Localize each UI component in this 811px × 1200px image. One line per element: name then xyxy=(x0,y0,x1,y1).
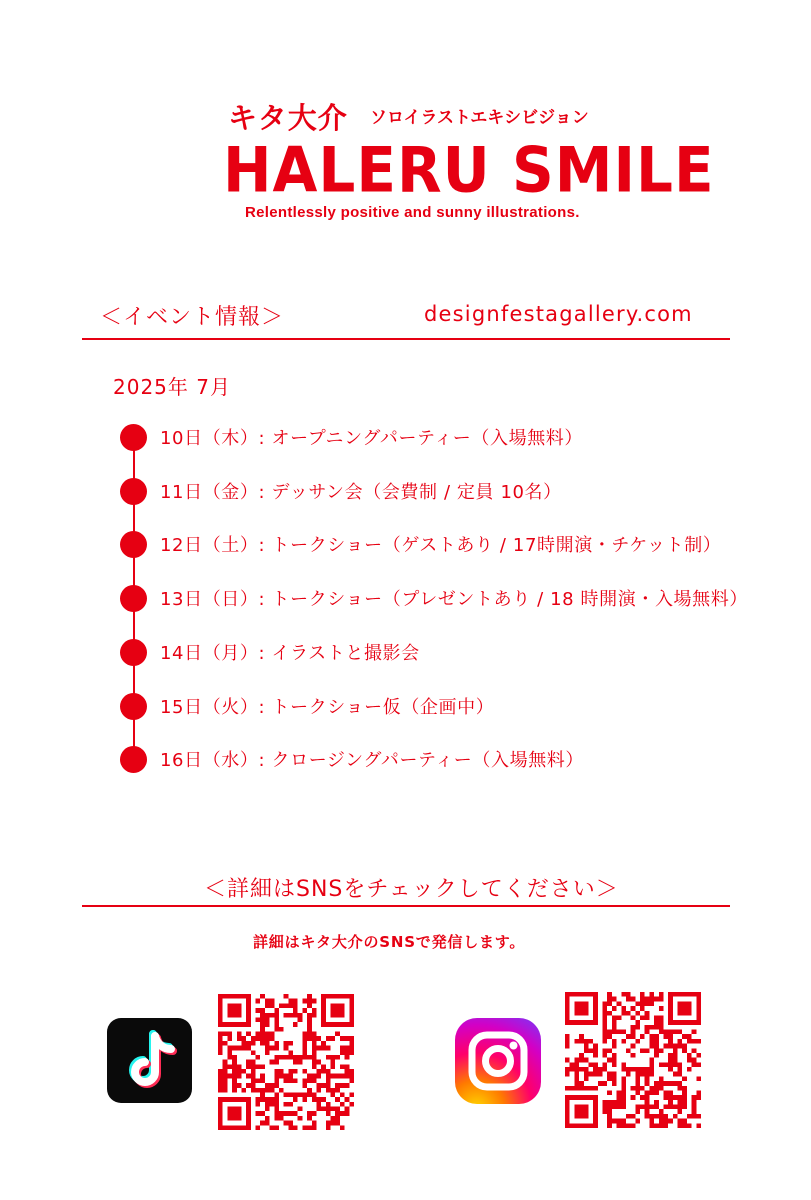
website-link[interactable]: designfestagallery.com xyxy=(424,302,693,326)
exhibition-title: HALERU SMILE xyxy=(223,133,715,207)
event-text: 10日（木）: オープニングパーティー（入場無料） xyxy=(160,428,584,449)
event-month: 2025年 7月 xyxy=(113,375,231,399)
timeline-dot xyxy=(120,478,147,505)
sns-heading: ＜詳細はSNSをチェックしてください＞ xyxy=(204,877,619,902)
event-item xyxy=(120,638,420,666)
timeline-dot xyxy=(120,746,147,773)
event-text: 12日（土）: トークショー（ゲストあり / 17時開演・チケット制） xyxy=(160,535,722,556)
sns-note: 詳細はキタ大介のSNSで発信します。 xyxy=(253,933,526,951)
timeline-dot xyxy=(120,639,147,666)
event-info-heading: ＜イベント情報＞ xyxy=(100,305,285,330)
divider xyxy=(82,905,730,907)
divider xyxy=(82,338,730,340)
event-item xyxy=(120,745,584,773)
event-text: 13日（日）: トークショー（プレゼントあり / 18 時開演・入場無料） xyxy=(160,589,748,610)
event-text: 16日（水）: クロージングパーティー（入場無料） xyxy=(160,750,584,771)
tagline: Relentlessly positive and sunny illustrations. xyxy=(245,204,580,221)
event-text: 14日（月）: イラストと撮影会 xyxy=(160,643,420,664)
tiktok-logo-icon[interactable] xyxy=(107,1018,192,1103)
event-item xyxy=(120,477,562,505)
qr-code-icon[interactable] xyxy=(218,994,354,1130)
timeline-dot xyxy=(120,531,147,558)
event-text: 15日（火）: トークショー仮（企画中） xyxy=(160,697,495,718)
timeline-dot xyxy=(120,585,147,612)
event-item xyxy=(120,584,748,612)
artist-name: キタ大介 xyxy=(228,101,348,135)
event-item xyxy=(120,423,583,451)
event-text: 11日（金）: デッサン会（会費制 / 定員 10名） xyxy=(160,482,562,503)
qr-code-icon[interactable] xyxy=(565,992,701,1128)
exhibition-type: ソロイラストエキシビジョン xyxy=(370,108,589,128)
event-item xyxy=(120,692,494,720)
event-item xyxy=(120,530,721,558)
timeline-dot xyxy=(120,424,147,451)
timeline-dot xyxy=(120,693,147,720)
instagram-logo-icon[interactable] xyxy=(455,1018,541,1104)
